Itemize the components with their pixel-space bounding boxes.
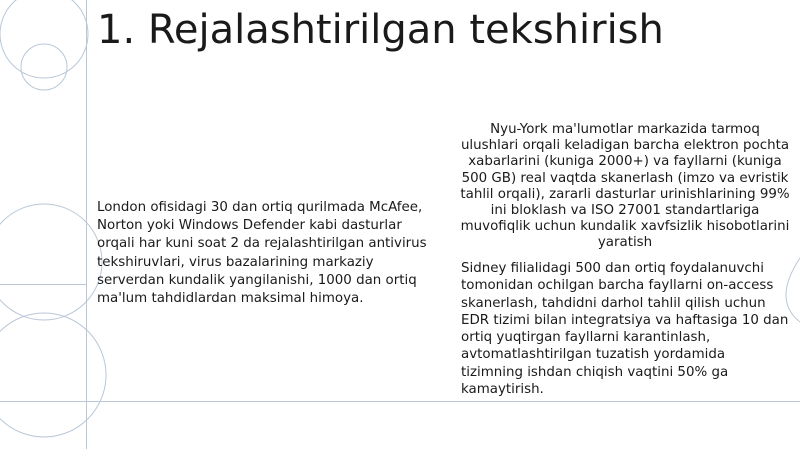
deco-circle-bottom	[0, 313, 106, 437]
london-scan-description: London ofisidagi 30 dan ortiq qurilmada McAfee, Norton yoki Windows Defender kabi dasturlar orqali har kuni soat 2 da rejalashtirilgan antivirus tekshiruvlari, virus bazalarining markaziy serverdan kundalik yangilanishi, 1000 dan ortiq ma'lum tahdidlardan maksimal himoya.	[97, 200, 427, 307]
new-york-scan-description: Nyu-York ma'lumotlar markazida tarmoq ulushlari orqali keladigan barcha elektron pochta xabarlarini (kuniga 2000+) va fayllarni (kuniga 500 GB) real vaqtda skanerlash (imzo va evristik tahlil orqali), zararli dasturlar urinishlarining 99% ini bloklash va ISO 27001 standartlariga muvofiqlik uchun kundalik xavfsizlik hisobotlarini yaratish	[460, 122, 790, 251]
deco-circle-top-large	[0, 0, 88, 78]
sydney-scan-description: Sidney filialidagi 500 dan ortiq foydalanuvchi tomonidan ochilgan barcha fayllarni on-access skanerlash, tahdidni darhol tahlil qilish uchun EDR tizimi bilan integratsiya va haftasiga 10 dan ortiq yuqtirgan fayllarni karantinlash, avtomatlashtirilgan tuzatish yordamida tizimning ishdan chiqish vaqtini 50% ga kamaytirish.	[461, 261, 789, 398]
slide-title: 1. Rejalashtirilgan tekshirish	[97, 7, 664, 53]
deco-circle-top-small	[21, 44, 67, 90]
